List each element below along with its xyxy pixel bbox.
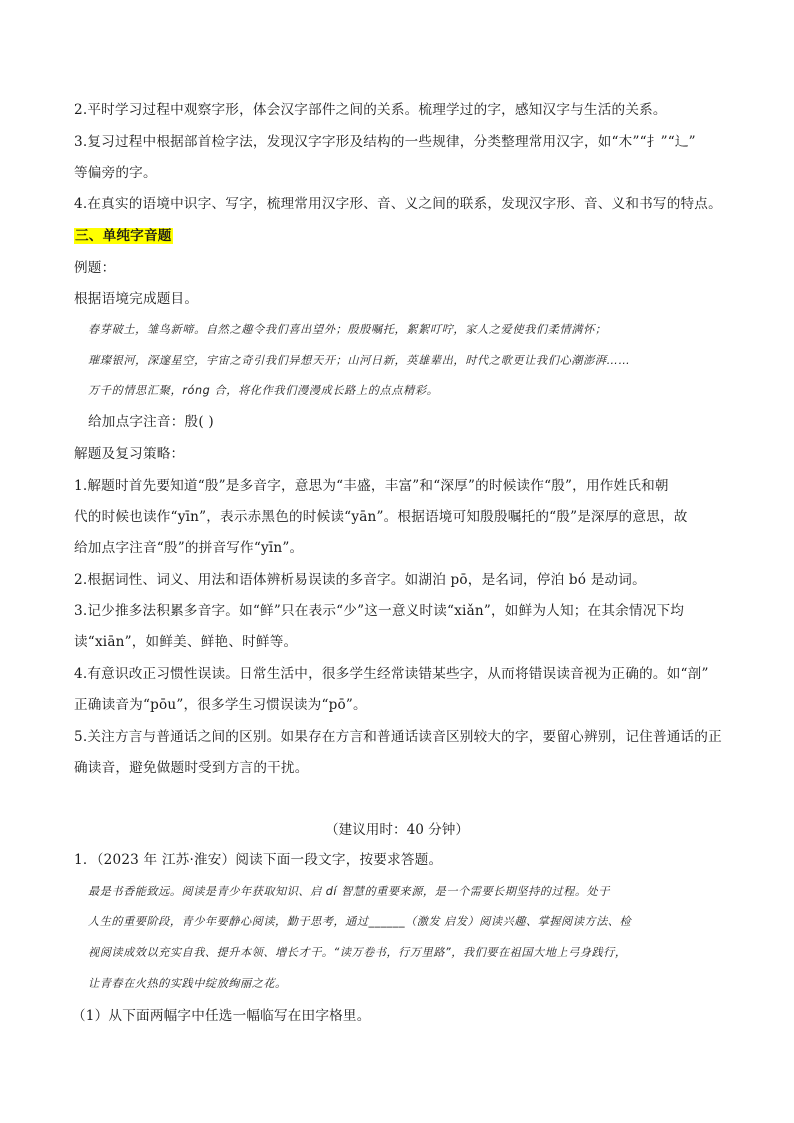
strategy-line-8: 正确读音为“pōu”，很多学生习惯误读为“pō”。 [74,697,367,713]
strategy-line-2: 代的时候也读作“yīn”，表示赤黑色的时候读“yān”。根据语境可知殷殷嘱托的“殷”是深厚的意思，故 [74,509,688,525]
sub-question-1: （1）从下面两幅字中任选一幅临写在田字格里。 [72,1008,371,1024]
q1-passage-line-2: 人生的重要阶段，青少年要静心阅读，勤于思考，通过______（激发 启发）阅读兴趣、掌握阅读方法、检 [88,915,632,928]
strategy-line-5: 3.记少推多法积累多音字。如“鲜”只在表示“少”这一意义时读“xiǎn”，如鲜为人知；在其余情况下均 [74,603,685,619]
strategy-line-1: 1.解题时首先要知道“殷”是多音字，意思为“丰盛，丰富”和“深厚”的时候读作“殷”，用作姓氏和朝 [74,478,669,494]
passage-line-2: 璀璨银河，深邃星空，宇宙之奇引我们异想天开；山河日新，英雄辈出，时代之歌更让我们心潮澎湃…… [88,354,631,367]
section-heading-wrap [74,227,722,245]
strategy-line-3: 给加点字注音“殷”的拼音写作“yīn”。 [74,540,304,556]
strategy-line-9: 5.关注方言与普通话之间的区别。如果存在方言和普通话读音区别较大的字，要留心辨别，记住普通话的正 [74,729,722,745]
point-2: 2.平时学习过程中观察字形，体会汉字部件之间的关系。梳理学过的字，感知汉字与生活的关系。 [74,102,667,118]
time-hint: （建议用时：40 分钟） [325,822,469,838]
strategy-line-4: 2.根据词性、词义、用法和语体辨析易误读的多音字。如湖泊 pō，是名词，停泊 bó 是动词。 [74,572,646,588]
passage-line-3: 万千的情思汇聚，róng 合，将化作我们漫漫成长路上的点点精彩。 [88,384,439,397]
q1-passage-line-4: 让青春在火热的实践中绽放绚丽之花。 [88,977,287,990]
strategy-line-10: 确读音，避免做题时受到方言的干扰。 [74,760,309,776]
instruction: 根据语境完成题目。 [74,291,199,307]
example-label: 例题： [74,260,116,276]
question: 给加点字注音：殷( ) [88,414,214,430]
point-4: 4.在真实的语境中识字、写字，梳理常用汉字形、音、义之间的联系，发现汉字形、音、义和书写的特点。 [74,196,722,212]
strategy-label: 解题及复习策略： [74,446,185,462]
point-3-line-1: 3.复习过程中根据部首检字法，发现汉字字形及结构的一些规律，分类整理常用汉字，如“木”“扌”“辶” [74,134,696,150]
section-heading: 三、单纯字音题 [75,228,172,244]
q1-passage-line-3: 视阅读成效以充实自我、提升本领、增长才干。“读万卷书，行万里路”，我们要在祖国大地上弓身践行， [88,946,627,959]
point-3-line-2: 等偏旁的字。 [74,165,157,181]
passage-line-1: 春芽破土，雏鸟新啼。自然之趣令我们喜出望外；殷殷嘱托，絮絮叮咛，家人之爱使我们柔情满怀； [88,323,607,336]
question-1: 1．（2023 年 江苏·淮安）阅读下面一段文字，按要求答题。 [74,852,443,868]
q1-passage-line-1: 最是书香能致远。阅读是青少年获取知识、启 dí 智慧的重要来源，是一个需要长期坚持的过程。处于 [88,885,610,898]
strategy-line-7: 4.有意识改正习惯性误读。日常生活中，很多学生经常读错某些字，从而将错误读音视为正确的。如“剖” [74,666,709,682]
strategy-line-6: 读“xiān”，如鲜美、鲜艳、时鲜等。 [74,634,298,650]
